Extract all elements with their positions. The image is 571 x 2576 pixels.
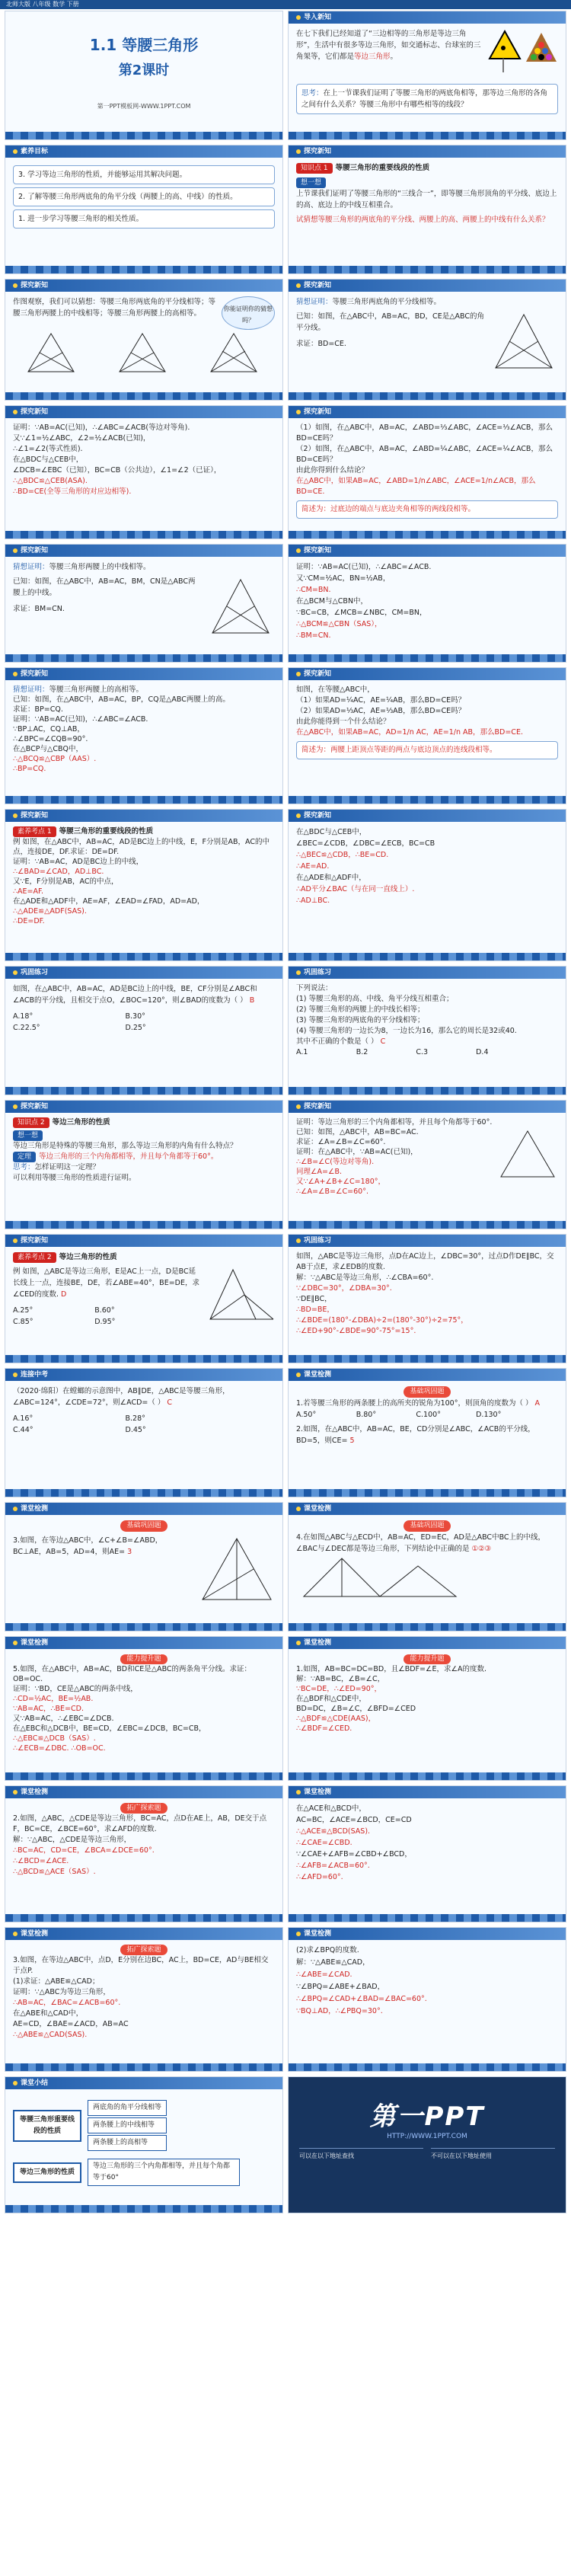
proof-line: ∴△BCQ≌△CBP（AAS）. <box>13 755 97 763</box>
option-a: A.25° <box>13 1306 33 1315</box>
practice-conclusion: 在△ABC中，如果AB=AC，AD=1/n AC，AE=1/n AB，那么BD=CE. <box>296 728 523 737</box>
triangle-figure <box>490 311 558 372</box>
proof-line: 证明：在△ABC中，∵AB=AC(已知)， <box>296 1148 418 1156</box>
exercise-question: 下列说法： <box>296 984 333 992</box>
practice-question: （2）如果AD=⅓AC，AE=⅓AB，那么BD=CE吗？ <box>296 707 466 715</box>
proof-prove: 求证：BD=CE. <box>296 340 346 348</box>
solution-line: ∴∠ED+90°-∠BDE=90°-75°=15°. <box>296 1327 416 1335</box>
solution-line: ∴AB=AC，∠BAC=∠ACB=60°. <box>13 1999 121 2007</box>
ppt-logo: 第一PPT <box>369 2101 485 2132</box>
proof-median-slide <box>5 544 283 663</box>
proof-label: 猜想证明： <box>13 686 49 694</box>
proof-line: 证明：∵AB=AC(已知)，∴∠ABC=∠ACB(等边对等角). <box>13 423 190 432</box>
exercise-item: (4) 等腰三角形的一边长为8，一边长为16，那么它的周长是32或40. <box>296 1027 517 1035</box>
practice-summary: 简述为：过底边的端点与底边夹角相等的两线段相等。 <box>296 500 558 519</box>
summary-slide <box>5 2076 283 2213</box>
option-c: C.85° <box>13 1318 33 1326</box>
test-question: 5.如图，在△ABC中，AB=AC，BD和CE是△ABC的两条角平分线。求证：OB=OC. <box>13 1665 252 1683</box>
solution-line: ∵BQ⊥AD，∴∠PBQ=30°. <box>296 2007 383 2015</box>
exercise-question: 如图，在△ABC中，AB=AC，AD是BC边上的中线，BE，CF分别是∠ABC和∠ACB的平分线，且相交于点O，∠BOC=120°，则∠BAD的度数为（ ） <box>13 985 257 1005</box>
option-d: D.95° <box>94 1318 116 1326</box>
slide-header: 探究新知 <box>5 1101 282 1113</box>
solution-line: 证明：∵BD，CE是△ABC的两条中线， <box>13 1685 138 1693</box>
solution-line: ∴△BDF≌△CDE(AAS)， <box>296 1715 376 1723</box>
slide-header: 探究新知 <box>289 280 566 292</box>
guess-slide <box>5 279 283 401</box>
test-question: 4.在如图△ABC与△ECD中，AB=AC，ED=EC，AD是△ABC中BC上的中线，∠BAC与∠DEC都是等边三角形，下列结论中正确的是 <box>296 1533 546 1553</box>
proof-given: 已知：如图，在△ABC中，AB=AC，BM，CN是△ABC两腰上的中线。 <box>13 577 196 597</box>
triangle-figures <box>13 330 272 376</box>
solution-line: ∴∠ECB=∠DBC. ∴OB=OC. <box>13 1744 106 1753</box>
goal-item-2: 2. 了解等腰三角形两底角的角平分线（两腰上的高、中线）的性质。 <box>13 187 275 206</box>
slide-header: 探究新知 <box>289 668 566 680</box>
slide-header: 探究新知 <box>289 810 566 822</box>
option-b: B.2 <box>356 1048 368 1056</box>
test4-slide <box>5 1636 283 1781</box>
proof-line: ∠DCB=∠EBC（已知），BC=CB（公共边），∠1=∠2（已证）， <box>13 466 222 475</box>
proof-bisector-slide <box>288 279 566 401</box>
proof-line: 在△BCP与△CBQ中， <box>13 745 83 753</box>
exercise-item: (3) 等腰三角形的两底角的平分线相等； <box>296 1016 425 1024</box>
option-d: D.130° <box>476 1411 502 1419</box>
solution-line: ∴△BCD≌△ACE（SAS）. <box>13 1868 96 1876</box>
solution-line: 证明：∵△ABC为等边三角形， <box>13 1988 110 1996</box>
knowledge-tag: 知识点 2 <box>13 1117 49 1128</box>
practice-intro: 如图，在等腰△ABC中， <box>296 686 375 694</box>
test-question: 1.若等腰三角形的两条腰上的高所夹的锐角为100°，则顶角的度数为（ ） <box>296 1399 533 1408</box>
exercise-ask: 其中不正确的个数是（ ） <box>296 1037 378 1046</box>
triangle-figure <box>206 576 275 637</box>
solution-line: 又∵E，F分别是AB，AC的中点， <box>13 877 119 886</box>
option-a: A.1 <box>296 1048 308 1056</box>
cover-subtitle: 第2课时 <box>118 62 170 78</box>
proof-label: 猜想证明： <box>296 298 333 306</box>
triangle-figure <box>199 1535 275 1603</box>
example-title: 等边三角形的性质 <box>59 1253 117 1261</box>
slide-header: 探究新知 <box>5 1235 282 1247</box>
proof-given: 已知：如图，在△ABC中，AB=AC，BD，CE是△ABC的角平分线。 <box>296 312 484 332</box>
exercise-answer: B <box>249 996 255 1005</box>
summary-point: 两底角的角平分线相等 <box>88 2100 167 2116</box>
example-question: 例 如图，△ABC是等边三角形，E是AC上一点，D是BC延长线上一点，连接BE，DE，若∠ABE=40°，BE=DE，求∠CED的度数. <box>13 1267 199 1299</box>
proof-line: ∴AD平分∠BAC（与在同一直线上）. <box>296 885 415 893</box>
proof-line: ∴∠BPC=∠CQB=90°. <box>13 735 88 743</box>
solution-line: ∴∠BDE=(180°-∠DBA)÷2=(180°-30°)÷2=75°， <box>296 1316 468 1325</box>
slide-header: 课堂检测 <box>289 1637 566 1649</box>
level-badge: 拓广探索题 <box>120 1945 167 1955</box>
proof-line: 在△BDC与△CEB中， <box>296 828 367 836</box>
exam-answer: C <box>167 1398 173 1407</box>
solution-line: ∵∠DBC=30°，∠DBA=30°. <box>296 1284 392 1293</box>
knowledge-title: 等边三角形的性质 <box>52 1118 110 1127</box>
option-c: C.3 <box>416 1048 429 1056</box>
summary-point: 两条腰上的高相等 <box>88 2135 167 2151</box>
slide-header: 探究新知 <box>5 406 282 418</box>
cover-source: 第一PPT模板网-WWW.1PPT.COM <box>97 103 191 110</box>
test6-cont-slide <box>288 1785 566 1922</box>
think-label: 想一想 <box>296 177 326 188</box>
test-question: 3.如图，在等边△ABC中，点D，E分别在边BC，AC上，BD=CE，AD与BE相交于点P. <box>13 1956 269 1975</box>
example-question: 例 如图，在△ABC中，AB=AC，AD是BC边上的中线，E，F分别是AB，AC的中点，连接DE，DF.求证：DE=DF. <box>13 838 270 856</box>
triangle-figure <box>206 1266 275 1327</box>
question-label: 思考： <box>13 1163 35 1171</box>
test-subquestion: (1)求证：△ABE≌△CAD； <box>13 1977 100 1986</box>
slide-header: 课堂检测 <box>5 1928 282 1940</box>
solution-line: ∴∠ABE=∠CAD. <box>296 1970 352 1979</box>
proof-line: ∴△BEC≌△CDB，∴BE=CD. <box>296 851 389 859</box>
proof-line: 又∵CM=½AC，BN=½AB， <box>296 574 391 583</box>
slide-header: 探究新知 <box>289 545 566 557</box>
proof-title: 等腰三角形两腰上的中线相等。 <box>49 563 151 571</box>
practice-question: （2）如图，在△ABC中，AB=AC，∠ABD=¼∠ABC，∠ACE=¼∠ACB，那么BD=CE吗？ <box>296 445 553 464</box>
solution-line: ∴DE=DF. <box>13 917 45 925</box>
test3-slide <box>288 1502 566 1632</box>
option-d: D.45° <box>125 1426 146 1434</box>
practice-question: 由此你能得到一个什么结论？ <box>296 718 391 726</box>
intro-slide: 导入新知 在七下我们已经知道了“三边相等的三角形是等边三角形”，生活中有很多等边三角形，如交通标志、台球室的三角架等，它们都是等边三角形。 思考：在上一节课我们证明了等腰三角形的两底角相等，那等边三角形的各角之间有什么关系？等腰三角形中有哪些相等的线段？ <box>288 11 566 140</box>
solution-line: 解：∵AB=BC，∠B=∠C， <box>296 1675 385 1683</box>
example-tag: 素养考点 1 <box>13 826 56 837</box>
knowledge-question: 试猜想等腰三角形的两底角的平分线、两腰上的高、两腰上的中线有什么关系？ <box>296 216 550 224</box>
option-a: A.16° <box>13 1414 33 1423</box>
proof-line: ∴∠1=∠2(等式性质). <box>13 445 83 453</box>
proof-line: 证明：∵AB=AC(已知)，∴∠ABC=∠ACB. <box>296 563 432 571</box>
proof-line: ∴CM=BN. <box>296 586 331 594</box>
test-question: 1.如图，AB=BC=DC=BD，且∠BDF=∠E，求∠A的度数. <box>296 1665 487 1673</box>
option-d: D.4 <box>476 1048 489 1056</box>
solution-line: ∴AE=AF. <box>13 887 43 896</box>
option-d: D.25° <box>125 1024 146 1032</box>
intro-highlight: 等边三角形 <box>354 53 391 61</box>
think-text: 上节课我们证明了等腰三角形的“三线合一”，即等腰三角形顶角的平分线、底边上的高、底边上的中线互相重合。 <box>296 190 557 209</box>
proof-prove: 求证：BM=CN. <box>13 605 65 613</box>
test-answer: 5 <box>349 1437 355 1445</box>
slide-header: 探究新知 <box>5 668 282 680</box>
exam-slide <box>5 1368 283 1497</box>
knowledge1-slide <box>288 145 566 274</box>
solution-line: ∴∠AFB=∠ACB=60°. <box>296 1862 370 1870</box>
solution-line: 在△ADE和△ADF中，AE=AF，∠EAD=∠FAD，AD=AD， <box>13 897 205 906</box>
test1-slide <box>288 1368 566 1497</box>
knowledge-tag: 知识点 1 <box>296 163 333 174</box>
option-b: B.80° <box>356 1411 377 1419</box>
solution-line: BD=DC，∠B=∠C，∠BFD=∠CED <box>296 1705 416 1713</box>
header-bar: 北师大版 八年级 数学 下册 <box>0 0 571 9</box>
question-text: 怎样证明这一定理？ <box>34 1163 100 1171</box>
slide-header: 课堂检测 <box>289 1928 566 1940</box>
example-answer: D <box>61 1290 67 1299</box>
exercise-item: (2) 等腰三角形的两腰上的中线长相等； <box>296 1005 425 1014</box>
level-badge: 能力提升题 <box>120 1654 167 1664</box>
slide-header: 课堂小结 <box>5 2077 282 2089</box>
solution-line: 在△ABE和△CAD中， <box>13 2009 84 2018</box>
goals-slide <box>5 145 283 274</box>
option-c: C.44° <box>13 1426 33 1434</box>
solution-line: ∴△ADE≌△ADF(SAS). <box>13 907 87 916</box>
solution-line: ∴∠BDF=∠CED. <box>296 1724 352 1733</box>
level-badge: 基础巩固题 <box>120 1520 167 1532</box>
test-question: 2.如图，△ABC，△CDE是等边三角形，BC=AC，点D在AE上，AB，DE交于点F，BC=CE，∠BCE=60°，求∠AFD的度数. <box>13 1814 267 1833</box>
solution-line: 解：∵△ABC，△CDE是等边三角形， <box>13 1836 132 1844</box>
solution-line: ∴∠CAE=∠CBD. <box>296 1839 352 1847</box>
test-question: 2.如图，在△ABC中，AB=AC，BE，CD分别是∠ABC，∠ACB的平分线，BD=5，则CE= <box>296 1425 535 1445</box>
exercise-answer: C <box>380 1037 386 1046</box>
theorem-text: 等边三角形的三个内角都相等，并且每个角都等于60°。 <box>39 1152 219 1161</box>
solution-line: ∵∠CAE+∠AFB=∠CBD+∠BCD， <box>296 1850 412 1858</box>
solution-line: ∵∠BPQ=∠ABE+∠BAD， <box>296 1983 385 1991</box>
consolidate2-slide <box>288 966 566 1095</box>
proof-line: 在△BCM与△CBN中， <box>296 597 368 606</box>
slide-header: 探究新知 <box>5 810 282 822</box>
proof-label: 猜想证明： <box>13 563 49 571</box>
proof-title: 等腰三角形两底角的平分线相等。 <box>332 298 442 306</box>
slide-header: 课堂检测 <box>5 1786 282 1798</box>
slide-header: 课堂检测 <box>5 1637 282 1649</box>
solution-line: ∴△ABE≌△CAD(SAS). <box>13 2031 88 2039</box>
test-question: 3.如图，在等边△ABC中，∠C+∠B=∠ABD，BC⊥AE，AB=5，AD=4，则AE= <box>13 1536 163 1556</box>
knowledge2-slide <box>5 1100 283 1229</box>
proof-given: 已知：如图，在△ABC中，AB=AC，BP，CQ是△ABC两腰上的高。 <box>13 695 230 704</box>
practice1-slide <box>288 405 566 539</box>
proof-line: 又∵∠1=½∠ABC，∠2=½∠ACB(已知)， <box>13 434 151 443</box>
example-tag: 素养考点 2 <box>13 1252 56 1263</box>
ppt-col1: 可以在以下地址查找 <box>299 2148 423 2160</box>
proof-line: ∴△BCM≌△CBN（SAS）， <box>296 620 382 628</box>
speech-bubble: 你能证明你的猜想吗？ <box>222 296 275 330</box>
slide-header: 探究新知 <box>289 1101 566 1113</box>
proof-line: ∴BP=CQ. <box>13 765 46 773</box>
example2-solution-slide <box>288 1234 566 1363</box>
option-c: C.100° <box>416 1411 441 1419</box>
proof-line: ∴AE=AD. <box>296 862 330 871</box>
solution-line: ∴△ACE≌△BCD(SAS). <box>296 1827 371 1836</box>
triangle-figure <box>497 1127 558 1181</box>
test2-slide <box>5 1502 283 1632</box>
summary-point: 等边三角形的三个内角都相等，并且每个角都等于60° <box>88 2159 240 2186</box>
solution-line: ∴CD=½AC，BE=½AB. <box>13 1695 94 1703</box>
proof-given: 已知：如图，△ABC中，AB=BC=AC. <box>296 1128 419 1136</box>
solution-line: 又∵AB=AC，∴∠EBC=∠DCB. <box>13 1715 114 1723</box>
solution-line: ∴BD=BE， <box>296 1306 334 1314</box>
solution-line: 在△BDF和△CDE中， <box>296 1695 366 1703</box>
proof-line: 同理∠A=∠B. <box>296 1168 343 1176</box>
ppt-col2: 不可以在以下地址使用 <box>431 2148 555 2160</box>
cover-slide <box>5 11 283 140</box>
triangle-figure <box>296 1555 555 1600</box>
option-a: A.50° <box>296 1411 317 1419</box>
test-subquestion: (2)求∠BPQ的度数. <box>296 1946 359 1954</box>
solution-line: 解：∵△ABE≌△CAD， <box>296 1958 370 1967</box>
option-c: C.22.5° <box>13 1024 40 1032</box>
solution-line: ∴∠BCD=∠ACE. <box>13 1857 69 1865</box>
knowledge-title: 等腰三角形的重要线段的性质 <box>335 164 430 172</box>
proof-line: ∴AD⊥BC. <box>296 896 330 905</box>
solution-line: 在△ACE和△BCD中， <box>296 1804 366 1813</box>
slide-header: 探究新知 <box>289 145 566 158</box>
proof-line: 在△ADE和△ADF中， <box>296 874 366 882</box>
solution-line: ∴∠AFD=60°. <box>296 1873 343 1881</box>
level-badge: 拓广探索题 <box>120 1803 167 1814</box>
option-b: B.28° <box>125 1414 145 1423</box>
solution-line: ∴∠BAD=∠CAD，AD⊥BC. <box>13 868 104 876</box>
proof-prove: 求证：∠A=∠B=∠C=60°. <box>296 1138 386 1146</box>
think-text: 等边三角形是特殊的等腰三角形，那么等边三角形的内角有什么特点？ <box>13 1142 238 1150</box>
proof-prove: 求证：BP=CQ. <box>13 705 63 714</box>
test-answer: 3 <box>127 1548 132 1556</box>
practice-question: （1）如图，在△ABC中，AB=AC，∠ABD=⅓∠ABC，∠ACE=⅓∠ACB，那么BD=CE吗？ <box>296 423 553 443</box>
ppt-url: HTTP://WWW.1PPT.COM <box>387 2133 467 2140</box>
option-b: B.60° <box>94 1306 115 1315</box>
proof-title: 等腰三角形两腰上的高相等。 <box>49 686 144 694</box>
proof-line: ∴BM=CN. <box>296 631 331 640</box>
guess-text: 作图观察，我们可以猜想：等腰三角形两底角的平分线相等；等腰三角形两腰上的中线相等；等腰三角形两腰上的高相等。 <box>13 298 216 318</box>
exercise-question: 如图，△ABC是等边三角形，点D在AC边上，∠DBC=30°，过点D作DE∥BC，交AB于点E，求∠EDB的度数. <box>296 1252 554 1271</box>
goal-item-3: 3. 学习等边三角形的性质，并能够运用其解决问题。 <box>13 165 275 184</box>
example1-slide <box>5 809 283 961</box>
solution-line: ∵AB=AC，∴BE=CD. <box>13 1705 84 1713</box>
intro-question-label: 思考： <box>301 89 324 97</box>
slide-header: 素养目标 <box>5 145 282 158</box>
proof-line: 又∵∠A+∠B+∠C=180°， <box>296 1178 386 1186</box>
solution-line: ∵BC=DE，∴∠ED=90°， <box>296 1685 381 1693</box>
solution-line: AC=BC，∠ACE=∠BCD，CE=CD <box>296 1816 412 1824</box>
think-label: 想一想 <box>13 1130 43 1141</box>
test7-cont-slide <box>288 1927 566 2072</box>
solution-line: ∴∠BPQ=∠CAD+∠BAD=∠BAC=60°. <box>296 1995 427 2003</box>
theorem-label: 定理 <box>13 1152 36 1162</box>
level-badge: 基础巩固题 <box>404 1520 450 1532</box>
proof-line: 证明：∵AB=AC(已知)，∴∠ABC=∠ACB. <box>13 715 148 724</box>
intro-question: 在上一节课我们证明了等腰三角形的两底角相等，那等边三角形的各角之间有什么关系？等腰三角形中有哪些相等的线段？ <box>301 89 548 109</box>
cover-title: 1.1 等腰三角形 <box>89 36 199 54</box>
example2-slide <box>5 1234 283 1363</box>
proof-line: ∵BP⊥AC，CQ⊥AB， <box>13 725 85 733</box>
slide-header: 巩固练习 <box>5 967 282 979</box>
level-badge: 能力提升题 <box>404 1654 450 1664</box>
slide-header: 巩固练习 <box>289 967 566 979</box>
proof-line: ∴△BDC≌△CEB(ASA). <box>13 477 88 485</box>
option-b: B.30° <box>125 1012 145 1021</box>
proof-line: ∵BC=CB，∠MCB=∠NBC，CM=BN， <box>296 609 427 617</box>
summary-point: 两条腰上的中线相等 <box>88 2117 167 2133</box>
summary-topic: 等腰三角形重要线段的性质 <box>13 2110 81 2142</box>
proof-detail3-slide <box>288 809 566 961</box>
slide-header: 课堂检测 <box>5 1503 282 1515</box>
exam-question: （2020·绵阳）在螳螂的示意图中，AB∥DE，△ABC是等腰三角形，∠ABC=124°，∠CDE=72°，则∠ACD=（ ） <box>13 1387 230 1407</box>
proof-detail2-slide <box>288 544 566 663</box>
exercise-item: (1) 等腰三角形的高、中线、角平分线互相重合； <box>296 995 454 1003</box>
practice-question: 由此你得到什么结论？ <box>296 466 369 475</box>
practice2-slide <box>288 667 566 804</box>
solution-line: 证明：∵AB=AC，AD是BC边上的中线， <box>13 858 144 866</box>
solution-line: 解：∵△ABC是等边三角形，∴∠CBA=60°. <box>296 1274 434 1282</box>
proof-detail1-slide <box>5 405 283 539</box>
slide-header: 巩固练习 <box>289 1235 566 1247</box>
test7-slide <box>5 1927 283 2072</box>
option-a: A.18° <box>13 1012 33 1021</box>
proof-line: ∴∠A=∠B=∠C=60°. <box>296 1187 368 1196</box>
slide-header: 导入新知 <box>289 11 566 24</box>
test6-slide <box>5 1785 283 1922</box>
proof-line: ∴BD=CE(全等三角形的对应边相等). <box>13 487 132 496</box>
slide-header: 探究新知 <box>5 545 282 557</box>
slide-header: 探究新知 <box>5 280 282 292</box>
practice-conclusion: 在△ABC中，如果AB=AC，∠ABD=1/n∠ABC，∠ACE=1/n∠ACB，那么BD=CE. <box>296 477 536 496</box>
slide-header: 课堂检测 <box>289 1503 566 1515</box>
practice-question: （1）如果AD=¼AC，AE=¼AB，那么BD=CE吗？ <box>296 696 466 705</box>
intro-text: 在七下我们已经知道了“三边相等的三角形是等边三角形”，生活中有很多等边三角形，如交通标志、台球室的三角架等，它们都是 <box>296 30 481 61</box>
goal-item-1: 1. 进一步学习等腰三角形的相关性质。 <box>13 209 275 229</box>
proof-line: ∠BEC=∠CDB，∠DBC=∠ECB，BC=CB <box>296 839 435 848</box>
proof-title: 证明：等边三角形的三个内角都相等，并且每个角都等于60°. <box>296 1118 493 1127</box>
consolidate1-slide <box>5 966 283 1095</box>
example-title: 等腰三角形的重要线段的性质 <box>59 827 154 836</box>
slide-header: 连接中考 <box>5 1369 282 1381</box>
equilateral-proof-slide <box>288 1100 566 1229</box>
test5-slide <box>288 1636 566 1781</box>
solution-line: ∴BC=AC，CD=CE，∠BCA=∠DCE=60°. <box>13 1846 155 1855</box>
summary-topic: 等边三角形的性质 <box>13 2162 81 2183</box>
proof-altitude-slide <box>5 667 283 804</box>
practice-summary: 简述为：两腰上距顶点等距的两点与底边顶点的连线段相等。 <box>296 741 558 759</box>
level-badge: 基础巩固题 <box>404 1386 450 1398</box>
solution-line: ∴△EBC≌△DCB（SAS）. <box>13 1734 96 1743</box>
road-sign-image <box>488 28 558 78</box>
solution-line: 在△EBC和△DCB中，BE=CD，∠EBC=∠DCB，BC=CB， <box>13 1724 206 1733</box>
proof-line: ∴∠B=∠C(等边对等角). <box>296 1158 375 1166</box>
slide-header: 探究新知 <box>289 406 566 418</box>
test-answer: ①②③ <box>471 1545 492 1553</box>
slide-header: 课堂检测 <box>289 1786 566 1798</box>
proof-line: 在△BDC与△CEB中， <box>13 455 84 464</box>
ppt-ad-slide <box>288 2076 566 2213</box>
slide-header: 课堂检测 <box>289 1369 566 1381</box>
solution-line: AE=CD，∠BAE=∠ACD，AB=AC <box>13 2020 129 2028</box>
note-text: 可以利用等腰三角形的性质进行证明。 <box>13 1174 136 1182</box>
test-answer: A <box>534 1399 540 1408</box>
solution-line: ∵DE∥BC， <box>296 1295 332 1303</box>
